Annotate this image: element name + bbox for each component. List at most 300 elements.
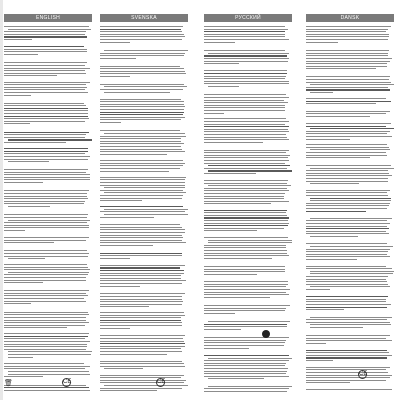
text-line (204, 126, 289, 127)
text-line (204, 29, 288, 30)
text-line (306, 39, 388, 40)
text-line (100, 322, 182, 323)
text-line (306, 377, 390, 378)
text-line (306, 79, 389, 80)
text-line (208, 185, 291, 186)
text-line (100, 66, 180, 67)
text-line (4, 151, 88, 152)
column-english (4, 14, 92, 394)
text-line (100, 154, 167, 155)
text-line (4, 256, 88, 257)
text-line (306, 352, 389, 353)
text-line (204, 73, 287, 74)
text-line (100, 328, 130, 329)
text-line (204, 365, 285, 366)
text-line (306, 266, 386, 267)
text-line (306, 299, 386, 300)
text-line (204, 292, 286, 293)
text-line (204, 308, 286, 309)
text-line (306, 175, 392, 176)
text-line (204, 228, 284, 229)
text-line (306, 152, 386, 153)
text-line (4, 280, 86, 281)
text-line (4, 49, 87, 50)
text-line (4, 242, 54, 243)
text-line (4, 174, 90, 175)
text-line (4, 198, 88, 199)
text-line (100, 304, 182, 305)
text-line (100, 361, 182, 362)
text-line (104, 385, 188, 386)
text-line (100, 280, 186, 281)
text-line (4, 172, 86, 173)
text-line (100, 31, 182, 32)
text-line (204, 34, 285, 35)
text-line (100, 163, 185, 164)
text-line (310, 236, 358, 237)
text-line (204, 83, 289, 84)
text-line (306, 192, 387, 193)
text-line (4, 51, 87, 52)
text-line (100, 278, 181, 279)
text-line (306, 281, 387, 282)
text-line (204, 94, 286, 95)
text-line (4, 237, 89, 238)
text-line (204, 201, 289, 202)
text-line (8, 220, 90, 221)
column-body (204, 26, 292, 394)
text-line (4, 134, 86, 135)
text-line (4, 108, 88, 109)
text-line (104, 214, 188, 215)
text-line (100, 315, 185, 316)
text-line (204, 168, 287, 169)
text-line (4, 225, 89, 226)
text-line (306, 68, 376, 69)
text-line (306, 309, 344, 310)
text-line (100, 317, 181, 318)
text-line (204, 76, 286, 77)
text-line (100, 53, 185, 54)
text-line (306, 289, 330, 290)
text-line (306, 357, 387, 358)
recycle-bin-icon: 🗑 (4, 380, 13, 387)
text-line (4, 156, 90, 157)
text-line (204, 274, 257, 275)
text-line (204, 297, 270, 298)
text-line (100, 224, 180, 225)
text-line (208, 242, 292, 243)
text-line (4, 269, 90, 270)
text-line (4, 325, 85, 326)
text-line (100, 165, 183, 166)
text-line (204, 150, 289, 151)
text-line (100, 377, 181, 378)
text-line (306, 335, 390, 336)
text-line (306, 307, 387, 308)
text-line (204, 355, 289, 356)
text-line (100, 171, 169, 172)
text-line (204, 253, 287, 254)
text-line (8, 161, 49, 162)
text-line (306, 173, 389, 174)
text-line (100, 149, 182, 150)
text-line (306, 254, 387, 255)
text-line (4, 153, 85, 154)
text-line (306, 195, 388, 196)
text-line (100, 122, 121, 123)
text-line (100, 382, 184, 383)
text-line (100, 366, 185, 367)
text-line (100, 388, 182, 389)
text-line (100, 177, 186, 178)
text-line (100, 136, 186, 137)
text-line (204, 63, 239, 64)
text-line (100, 112, 184, 113)
text-line (100, 143, 184, 144)
text-line (100, 34, 184, 35)
text-line (4, 390, 90, 391)
text-line (306, 382, 350, 383)
text-line (4, 182, 43, 183)
text-line (4, 113, 88, 114)
text-line (204, 193, 285, 194)
text-line (204, 124, 285, 125)
text-line (306, 251, 388, 252)
text-line (306, 31, 386, 32)
text-line (204, 61, 288, 62)
text-line (310, 92, 333, 93)
text-line (100, 338, 183, 339)
text-line (306, 133, 387, 134)
text-line (204, 105, 285, 106)
text-line (4, 54, 38, 55)
text-line (306, 165, 391, 166)
text-line (204, 160, 289, 161)
text-line (100, 146, 181, 147)
text-line (4, 349, 86, 350)
text-line (4, 103, 84, 104)
text-line (204, 36, 285, 37)
text-line (100, 119, 181, 120)
text-line (100, 84, 184, 85)
text-line (4, 159, 88, 160)
text-line (310, 286, 390, 287)
text-line (310, 273, 393, 274)
text-line (204, 188, 287, 189)
text-line (306, 157, 370, 158)
text-line (306, 340, 392, 341)
text-line (100, 71, 185, 72)
text-line (306, 42, 338, 43)
text-line (208, 86, 239, 87)
text-line (306, 26, 391, 27)
text-line (204, 155, 290, 156)
text-line (306, 87, 388, 88)
text-line (306, 338, 386, 339)
text-line (100, 195, 183, 196)
text-line (204, 215, 287, 216)
text-line (8, 139, 92, 140)
text-line (306, 367, 390, 368)
text-line (100, 179, 185, 180)
text-line (204, 345, 284, 346)
text-line (4, 89, 85, 90)
text-line (306, 360, 333, 361)
text-line (100, 99, 181, 100)
text-line (306, 268, 392, 269)
column-header: ENGLISH (4, 14, 92, 22)
text-line (4, 338, 85, 339)
text-line (100, 185, 185, 186)
text-line (100, 242, 186, 243)
text-line (204, 324, 287, 325)
text-line (4, 177, 90, 178)
text-line (100, 68, 184, 69)
text-line (306, 66, 387, 67)
text-line (100, 306, 149, 307)
text-line (100, 270, 184, 271)
text-line (306, 380, 386, 381)
text-line (204, 31, 285, 32)
text-line (104, 86, 187, 87)
text-line (8, 272, 89, 273)
text-line (4, 34, 85, 35)
text-line (306, 203, 390, 204)
text-line (204, 196, 284, 197)
text-line (100, 335, 185, 336)
text-line (4, 336, 88, 337)
column-russian (204, 14, 292, 394)
text-line (4, 82, 90, 83)
text-line (204, 131, 289, 132)
text-line (100, 36, 185, 37)
text-line (8, 258, 45, 259)
text-line (208, 378, 264, 379)
text-line (310, 317, 392, 318)
text-line (306, 375, 392, 376)
text-line (100, 255, 182, 256)
text-line (4, 179, 90, 180)
text-line (306, 304, 391, 305)
text-line (100, 211, 185, 212)
text-line (4, 341, 90, 342)
text-line (204, 250, 287, 251)
text-line (4, 267, 88, 268)
text-line (104, 209, 188, 210)
text-line (4, 214, 88, 215)
text-line (4, 317, 86, 318)
text-line (100, 117, 185, 118)
text-line (204, 152, 286, 153)
text-line (306, 29, 388, 30)
text-line (100, 26, 183, 27)
text-line (204, 266, 285, 267)
text-line (204, 360, 289, 361)
text-line (100, 206, 183, 207)
text-line (104, 192, 186, 193)
text-line (306, 116, 370, 117)
text-line (100, 390, 157, 391)
text-line (204, 329, 241, 330)
text-line (100, 141, 181, 142)
text-line (4, 385, 86, 386)
text-line (306, 63, 387, 64)
text-line (100, 265, 185, 266)
text-line (4, 110, 88, 111)
text-line (4, 190, 89, 191)
text-line (306, 34, 389, 35)
text-line (100, 325, 182, 326)
text-line (204, 190, 289, 191)
text-line (306, 82, 391, 83)
text-line (4, 387, 89, 388)
ce-mark-icon: CE (359, 371, 368, 377)
text-line (100, 293, 185, 294)
text-line (204, 50, 285, 51)
text-line (4, 75, 57, 76)
text-line (306, 139, 350, 140)
text-line (4, 70, 85, 71)
text-line (100, 363, 184, 364)
text-line (204, 212, 286, 213)
text-line (100, 312, 184, 313)
ce-mark-icon: CE (157, 379, 166, 385)
text-line (204, 198, 284, 199)
text-line (204, 371, 287, 372)
text-line (204, 305, 290, 306)
text-line (306, 220, 387, 221)
text-line (204, 220, 288, 221)
text-line (100, 253, 182, 254)
text-line (4, 116, 88, 117)
text-line (4, 26, 89, 27)
text-line (310, 218, 392, 219)
text-line (208, 165, 290, 166)
text-line (100, 320, 181, 321)
text-line (204, 294, 289, 295)
text-line (4, 65, 85, 66)
text-line (204, 247, 286, 248)
text-line (4, 314, 89, 315)
column-svenska (100, 14, 188, 394)
column-dansk (306, 14, 394, 394)
text-line (204, 245, 286, 246)
text-line (4, 366, 90, 367)
column-header: SVENSKA (100, 14, 188, 22)
text-line (306, 389, 392, 390)
text-line (306, 208, 387, 209)
text-line (104, 92, 170, 93)
text-line (4, 142, 66, 143)
text-line (204, 258, 272, 259)
text-line (306, 98, 386, 99)
text-line (4, 201, 85, 202)
text-line (4, 346, 87, 347)
text-line (306, 50, 389, 51)
text-line (208, 170, 292, 171)
text-line (306, 279, 386, 280)
text-line (8, 351, 92, 352)
text-line (306, 301, 386, 302)
text-line (204, 203, 271, 204)
text-line (208, 321, 290, 322)
text-line (204, 376, 289, 377)
text-line (306, 233, 389, 234)
text-line (100, 58, 136, 59)
column-header: DANSK (306, 14, 394, 22)
text-line (208, 386, 292, 387)
text-line (4, 322, 89, 323)
text-line (100, 235, 182, 236)
text-line (4, 253, 89, 254)
text-line (4, 121, 85, 122)
text-line (100, 190, 183, 191)
text-line (204, 286, 286, 287)
text-line (100, 73, 186, 74)
text-line (100, 89, 183, 90)
text-line (4, 293, 86, 294)
text-line (306, 249, 390, 250)
text-line (100, 229, 185, 230)
text-line (4, 230, 25, 231)
text-line (306, 322, 390, 323)
text-line (306, 369, 386, 370)
text-line (204, 183, 287, 184)
text-line (204, 118, 286, 119)
text-line (4, 217, 87, 218)
column-header: РУССКИЙ (204, 14, 292, 22)
text-line (306, 178, 388, 179)
text-line (204, 173, 256, 174)
text-line (4, 36, 87, 37)
text-line (310, 128, 394, 129)
text-line (310, 327, 363, 328)
text-line (100, 283, 182, 284)
text-line (204, 237, 288, 238)
text-line (310, 183, 359, 184)
text-line (204, 284, 288, 285)
text-line (100, 101, 184, 102)
text-line (100, 273, 184, 274)
text-line (100, 168, 180, 169)
text-line (100, 29, 181, 30)
text-line (306, 136, 392, 137)
text-line (100, 348, 181, 349)
text-line (100, 232, 185, 233)
text-line (204, 180, 288, 181)
text-line (310, 200, 391, 201)
text-line (100, 258, 130, 259)
text-line (306, 58, 392, 59)
text-line (4, 92, 88, 93)
text-line (204, 391, 287, 392)
text-line (4, 274, 88, 275)
text-line (4, 227, 89, 228)
text-line (4, 169, 88, 170)
text-line (306, 36, 389, 37)
text-line (306, 190, 390, 191)
text-line (306, 296, 388, 297)
text-line (4, 105, 86, 106)
text-line (100, 380, 186, 381)
text-line (4, 222, 87, 223)
text-line (100, 343, 185, 344)
text-line (204, 70, 287, 71)
text-line (306, 231, 386, 232)
text-line (4, 31, 86, 32)
text-line (204, 269, 285, 270)
